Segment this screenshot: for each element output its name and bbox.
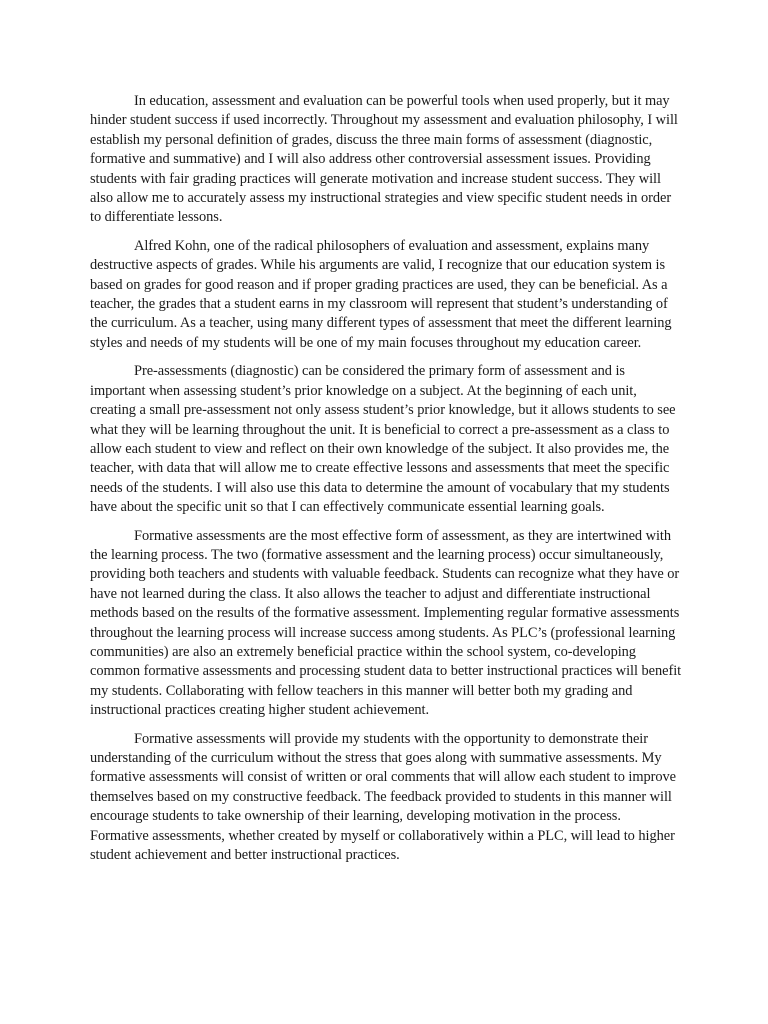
paragraph-grades: Alfred Kohn, one of the radical philosophers of evaluation and assessment, explains many destructive aspects of grades. While his arguments are valid, I recognize that our education system is based on grades for good reason and if proper grading practices are used, they can be beneficial. As a teacher, the grades that a student earns in my classroom will represent that student’s understanding of the curriculum. As a teacher, using many different types of assessment that meet the different learning styles and needs of my students will be one of my main focuses throughout my education career.: [90, 237, 672, 351]
document-page: [90, 92, 682, 874]
paragraph-introduction: In education, assessment and evaluation can be powerful tools when used properly, but it may hinder student success if used incorrectly. Throughout my assessment and evaluation philosophy, I will establish my personal definition of grades, discuss the three main forms of assessment (diagnostic, formative and summative) and I will also address other controversial assessment issues. Providing students with fair grading practices will generate motivation and increase student success. They will also allow me to accurately assess my instructional strategies and view specific student needs in order to differentiate lessons.: [90, 93, 678, 226]
paragraph-formative-assessments: Formative assessments are the most effective form of assessment, as they are intertwined with the learning process. The two (formative assessment and the learning process) occur simultaneously, providing both teachers and students with valuable feedback. Students can recognize what they have or have not learned during the class. It also allows the teacher to adjust and differentiate instructional methods based on the results of the formative assessment. Implementing regular formative assessments throughout the learning process will increase success among students. As PLC’s (professional learning communities) are also an extremely beneficial practice within the school system, co-developing common formative assessments and processing student data to better instructional practices will benefit my students. Collaborating with fellow teachers in this manner will better both my grading and instructional practices creating higher student achievement.: [90, 527, 682, 719]
paragraph-pre-assessments: Pre-assessments (diagnostic) can be considered the primary form of assessment and is important when assessing student’s prior knowledge on a subject. At the beginning of each unit, creating a small pre-assessment not only assess student’s prior knowledge, but it allows students to see what they will be learning throughout the unit. It is beneficial to correct a pre-assessment as a class to allow each student to view and reflect on their own knowledge of the subject. It also provides me, the teacher, with data that will allow me to create effective lessons and assessments that meet the specific needs of the students. I will also use this data to determine the amount of vocabulary that my students have about the specific unit so that I can effectively communicate essential learning goals.: [90, 363, 676, 516]
paragraph-formative-feedback: Formative assessments will provide my students with the opportunity to demonstrate their understanding of the curriculum without the stress that goes along with summative assessments. My formative assessments will consist of written or oral comments that will allow each student to improve themselves based on my constructive feedback. The feedback provided to students in this manner will encourage students to take ownership of their learning, developing motivation in the process. Formative assessments, whether created by myself or collaboratively within a PLC, will lead to higher student achievement and better instructional practices.: [90, 730, 676, 864]
